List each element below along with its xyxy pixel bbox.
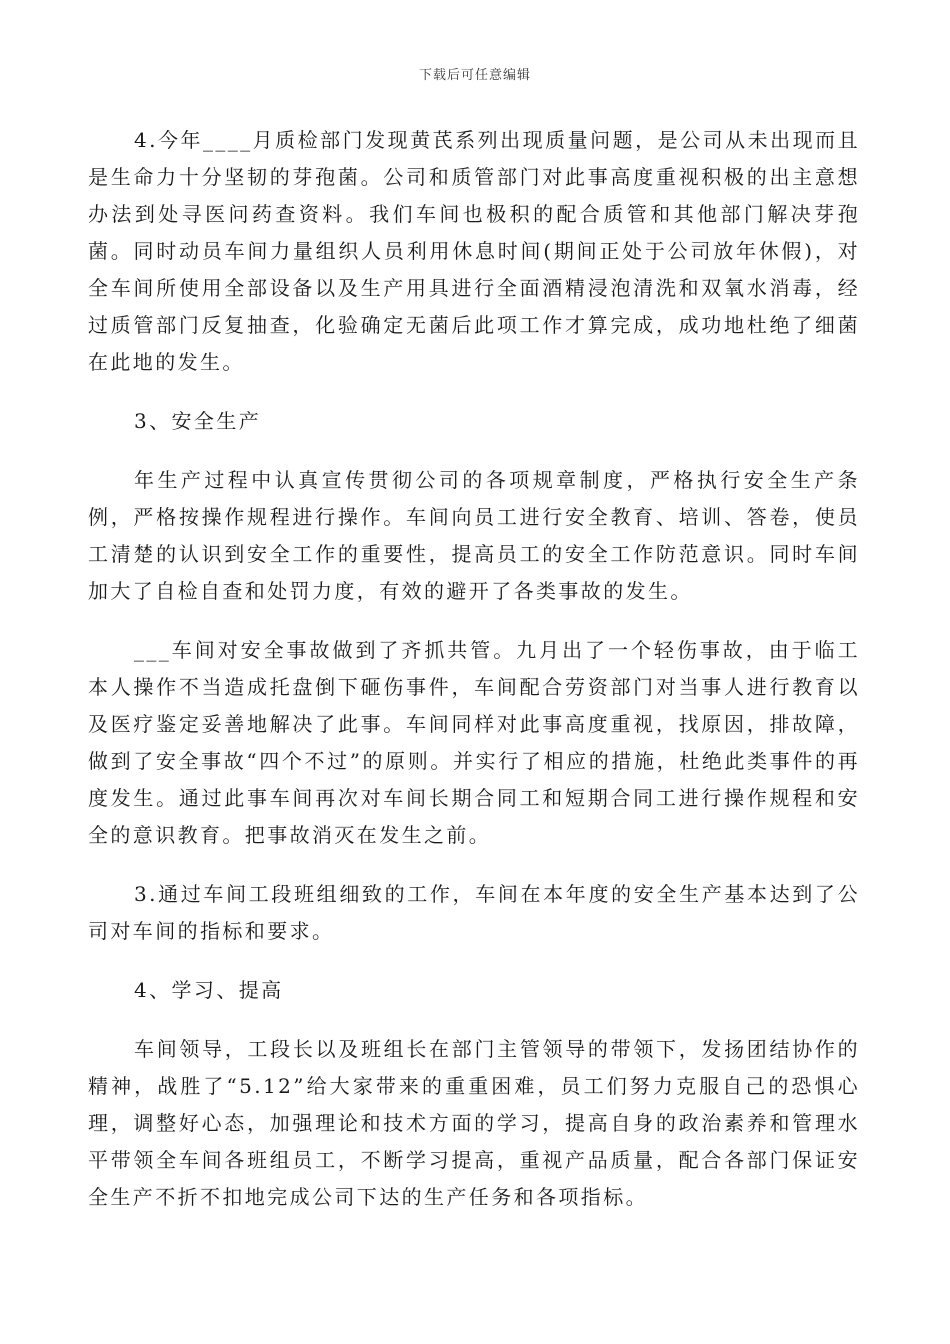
- paragraph-quality-issue: 4.今年____月质检部门发现黄芪系列出现质量问题，是公司从未出现而且是生命力十分坚韧的芽孢菌。公司和质管部门对此事高度重视积极的出主意想办法到处寻医问药查资料。我们车间也极积的配合质管和其他部门解决芽孢菌。同时动员车间力量组织人员利用休息时间(期间正处于公司放年休假)，对全车间所使用全部设备以及生产用具进行全面酒精浸泡清洗和双氧水消毒，经过质管部门反复抽查，化验确定无菌后此项工作才算完成，成功地杜绝了细菌在此地的发生。: [88, 128, 860, 374]
- page-header: 下载后可任意编辑: [418, 68, 531, 83]
- paragraph-accident-handling: ___车间对安全事故做到了齐抓共管。九月出了一个轻伤事故，由于临工本人操作不当造成托盘倒下砸伤事件，车间配合劳资部门对当事人进行教育以及医疗鉴定妥善地解决了此事。车间同样对此事高度重视，找原因，排故障，做到了安全事故“四个不过”的原则。并实行了相应的措施，杜绝此类事件的再度发生。通过此事车间再次对车间长期合同工和短期合同工进行操作规程和安全的意识教育。把事故消灭在发生之前。: [88, 638, 860, 847]
- section-heading-safety: 3、安全生产: [134, 409, 262, 433]
- paragraph-safety-result: 3.通过车间工段班组细致的工作，车间在本年度的安全生产基本达到了公司对车间的指标和要求。: [88, 882, 860, 943]
- paragraph-safety-regulations: 年生产过程中认真宣传贯彻公司的各项规章制度，严格执行安全生产条例，严格按操作规程进行操作。车间向员工进行安全教育、培训、答卷，使员工清楚的认识到安全工作的重要性，提高员工的安全工作防范意识。同时车间加大了自检自查和处罚力度，有效的避开了各类事故的发生。: [88, 468, 860, 603]
- section-heading-learning: 4、学习、提高: [134, 978, 284, 1002]
- document-body: [88, 122, 860, 1238]
- paragraph-learning: 车间领导，工段长以及班组长在部门主管领导的带领下，发扬团结协作的精神，战胜了“5.12”给大家带来的重重困难，员工们努力克服自己的恐惧心理，调整好心态，加强理论和技术方面的学习，提高自身的政治素养和管理水平带领全车间各班组员工，不断学习提高，重视产品质量，配合各部门保证安全生产不折不扣地完成公司下达的生产任务和各项指标。: [88, 1037, 860, 1209]
